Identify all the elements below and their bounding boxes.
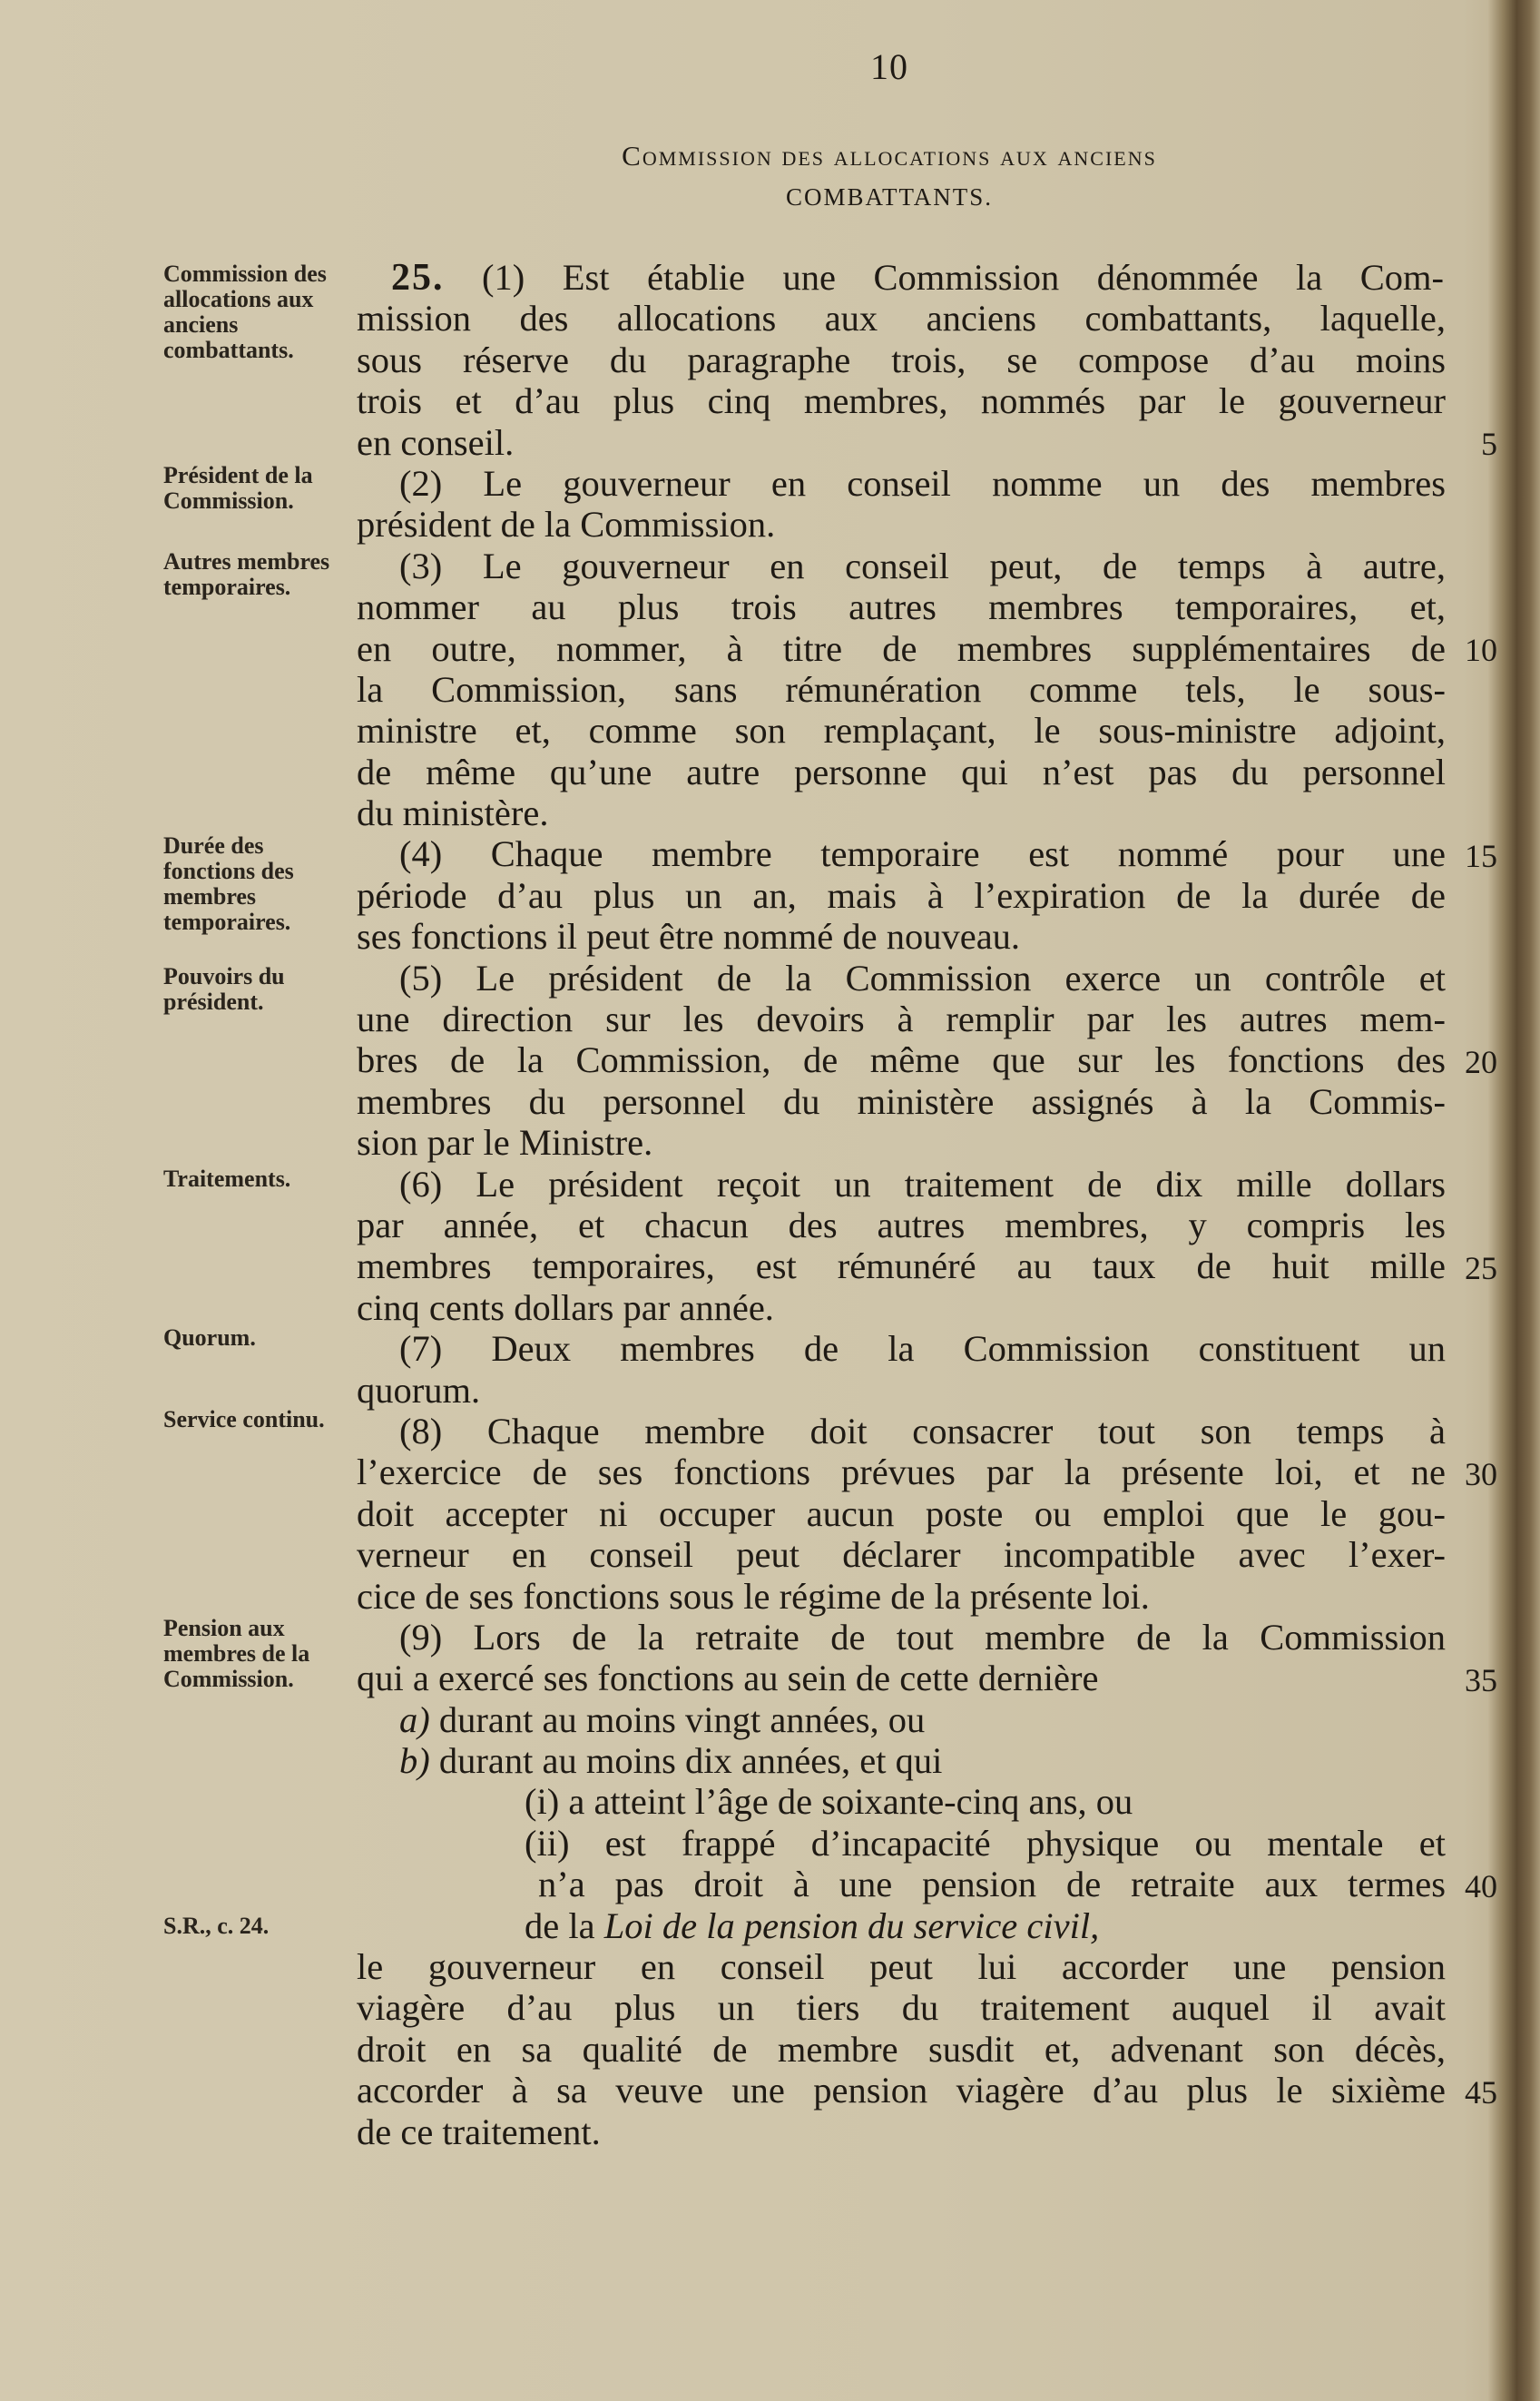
part-heading-line-1: Commission des allocations aux anciens [622, 140, 1157, 172]
paragraph-a: a) durant au moins vingt années, ou [399, 1698, 926, 1740]
line-number: 25 [1465, 1250, 1497, 1286]
text-line: (7) Deux membres de la Commission constituent un [399, 1328, 1446, 1370]
margin-note-temporary-members: Autres membres temporaires. [163, 548, 330, 600]
text-line: accorder à sa veuve une pension viagère d’au plus le sixième [357, 2070, 1446, 2111]
line-number: 30 [1465, 1456, 1497, 1492]
text-line: membres temporaires, est rémunéré au taux de huit mille [357, 1245, 1446, 1287]
margin-note-continuous-service: Service continu. [163, 1406, 325, 1432]
margin-note-president: Président de la Commission. [163, 462, 313, 514]
margin-note-statute-reference: S.R., c. 24. [163, 1913, 270, 1939]
paragraph-b: b) durant au moins dix années, et qui [399, 1740, 943, 1782]
text-line: l’exercice de ses fonctions prévues par la présente loi, et ne [357, 1451, 1446, 1493]
text-line: droit en sa qualité de membre susdit et, advenant son décès, [357, 2028, 1446, 2070]
text-line: viagère d’au plus un tiers du traitement auquel il avait [357, 1987, 1446, 2029]
subparagraph-i: (i) a atteint l’âge de soixante-cinq ans, ou [525, 1781, 1133, 1823]
text-line: (9) Lors de la retraite de tout membre de la Commission [399, 1616, 1446, 1658]
text-line: président de la Commission. [357, 504, 776, 546]
text-line: cinq cents dollars par année. [357, 1286, 774, 1328]
text-line: du ministère. [357, 792, 549, 834]
text-line: ministre et, comme son remplaçant, le sous-ministre adjoint, [357, 710, 1446, 752]
text-line: nommer au plus trois autres membres temporaires, et, [357, 586, 1446, 628]
page-binding-edge [1488, 0, 1540, 2401]
text-line: (5) Le président de la Commission exerce un contrôle et [399, 957, 1446, 999]
text-line: n’a pas droit à une pension de retraite aux termes [538, 1864, 1446, 1905]
text-line: par année, et chacun des autres membres, y compris les [357, 1204, 1446, 1245]
text-line: doit accepter ni occuper aucun poste ou emploi que le gou- [357, 1492, 1446, 1534]
text-line: membres du personnel du ministère assignés à la Commis- [357, 1080, 1446, 1122]
text-line: période d’au plus un an, mais à l’expiration de la durée de [357, 874, 1446, 916]
text-line: en outre, nommer, à titre de membres supplémentaires de [357, 627, 1446, 669]
text-line: (2) Le gouverneur en conseil nomme un des membres [399, 462, 1446, 504]
text-line: (3) Le gouverneur en conseil peut, de temps à autre, [399, 545, 1446, 586]
margin-note-salaries: Traitements. [163, 1166, 291, 1192]
text-line: sion par le Ministre. [357, 1122, 653, 1164]
page-number: 10 [870, 46, 908, 87]
text-line: (4) Chaque membre temporaire est nommé pour une [399, 833, 1446, 875]
text-line: de même qu’une autre personne qui n’est pas du personnel [357, 751, 1446, 792]
text-line: une direction sur les devoirs à remplir par les autres mem- [357, 999, 1446, 1040]
text-line: 25. (1) Est établie une Commission dénommée la Com- [391, 257, 1444, 299]
line-number: 15 [1465, 838, 1497, 874]
text-line: bres de la Commission, de même que sur les fonctions des [357, 1039, 1446, 1081]
margin-note-commission: Commission des allocations aux anciens combattants. [163, 261, 327, 363]
text-line: verneur en conseil peut déclarer incompatible avec l’exer- [357, 1534, 1446, 1576]
section-number: 25. [391, 257, 445, 299]
part-heading-line-2: COMBATTANTS. [785, 183, 994, 211]
section-25-text [357, 257, 1446, 2152]
line-number: 20 [1465, 1044, 1497, 1080]
margin-note-term-duration: Durée des fonctions des membres temporaires. [163, 832, 294, 935]
text-line: cice de ses fonctions sous le régime de la présente loi. [357, 1575, 1150, 1617]
margin-note-quorum: Quorum. [163, 1324, 256, 1351]
text-line: quorum. [357, 1369, 481, 1411]
enumerator-b: b) [399, 1740, 430, 1782]
text-line: le gouverneur en conseil peut lui accorder une pension [357, 1946, 1446, 1988]
line-number: 45 [1465, 2074, 1497, 2111]
line-number: 5 [1481, 426, 1497, 462]
enumerator-a: a) [399, 1698, 430, 1740]
act-title-italic: Loi de la pension du service civil, [603, 1904, 1100, 1946]
text-line: (8) Chaque membre doit consacrer tout son temps à [399, 1410, 1446, 1451]
text-line: sous réserve du paragraphe trois, se compose d’au moins [357, 339, 1446, 380]
margin-note-pension: Pension aux membres de la Commission. [163, 1615, 310, 1692]
line-number: 40 [1465, 1868, 1497, 1904]
text-line: qui a exercé ses fonctions au sein de cette dernière [357, 1658, 1099, 1699]
margin-note-president-powers: Pouvoirs du président. [163, 963, 285, 1015]
text-line: la Commission, sans rémunération comme tels, le sous- [357, 668, 1446, 710]
text-line: en conseil. [357, 421, 515, 463]
line-number: 10 [1465, 632, 1497, 668]
text-line: (6) Le président reçoit un traitement de dix mille dollars [399, 1163, 1446, 1205]
text-line: trois et d’au plus cinq membres, nommés par le gouverneur [357, 380, 1446, 422]
text-line: mission des allocations aux anciens combattants, laquelle, [357, 298, 1446, 339]
line-number: 35 [1465, 1662, 1497, 1698]
text-line: ses fonctions il peut être nommé de nouveau. [357, 916, 1021, 958]
subparagraph-ii: (ii) est frappé d’incapacité physique ou mentale et [525, 1822, 1446, 1864]
text-line: de ce traitement. [357, 2111, 601, 2152]
text-line: de la Loi de la pension du service civil, [525, 1904, 1100, 1946]
